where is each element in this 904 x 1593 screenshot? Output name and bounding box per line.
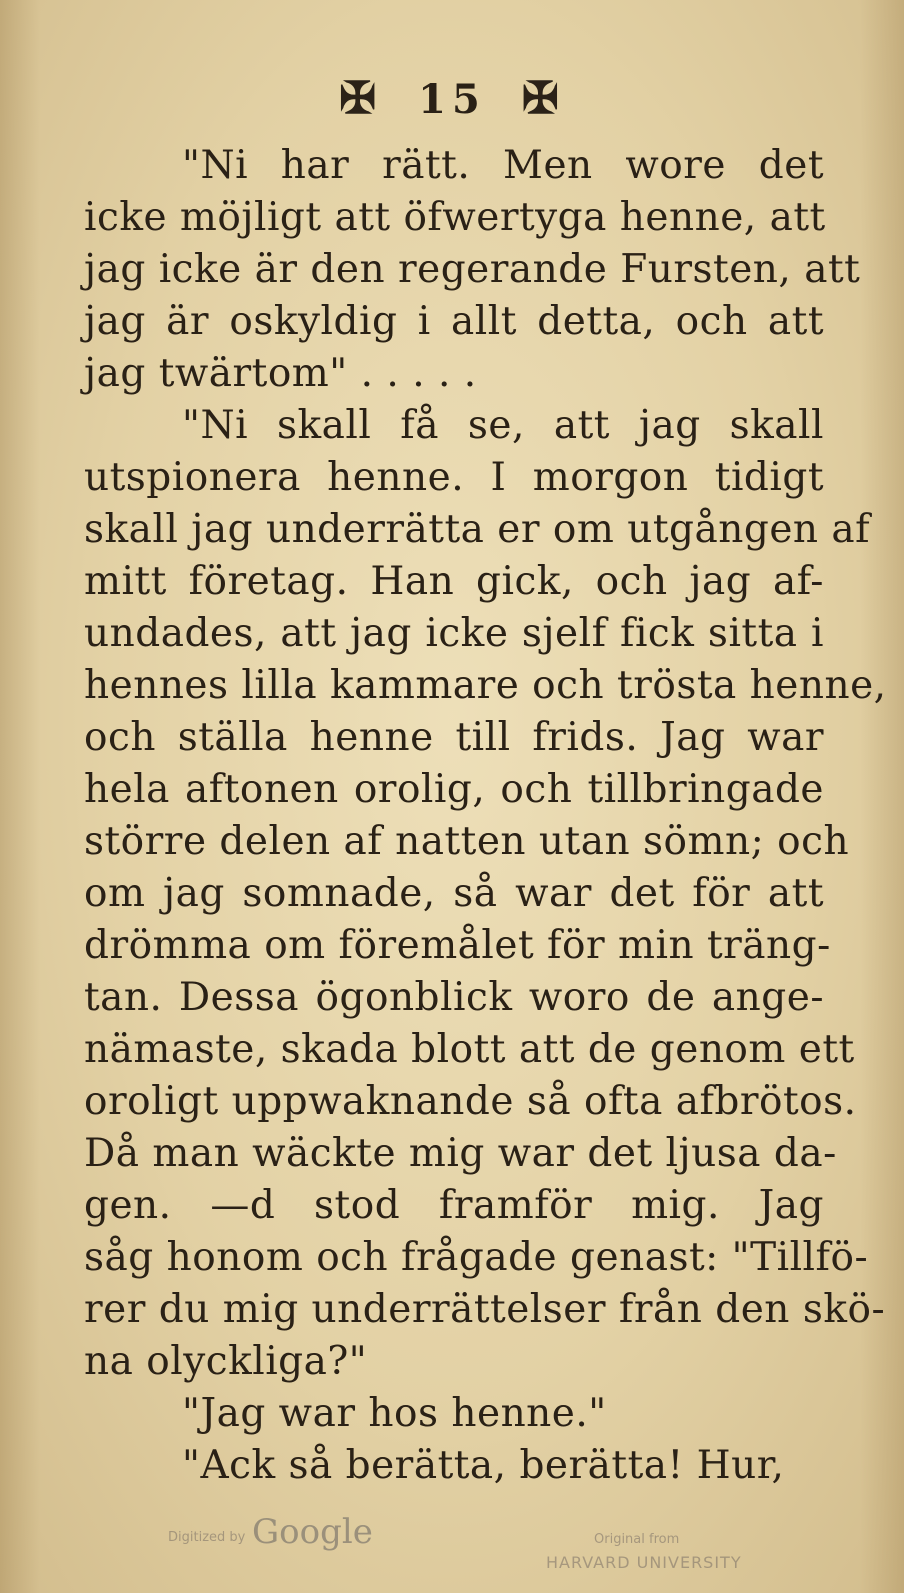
text-line: gen. —d stod framför mig. Jag — [84, 1183, 824, 1228]
text-line: drömma om föremålet för min träng- — [84, 923, 831, 968]
google-logo: Google — [252, 1512, 373, 1552]
text-line: "Ni skall få se, att jag skall — [182, 403, 824, 448]
text-line: jag icke är den regerande Fursten, att — [84, 247, 861, 292]
institution-label: HARVARD UNIVERSITY — [546, 1553, 742, 1572]
text-line: "Jag war hos henne." — [182, 1391, 607, 1436]
text-line: och ställa henne till frids. Jag war — [84, 715, 824, 760]
ornament-right-icon: ✠ — [521, 73, 565, 124]
text-line: "Ack så berätta, berätta! Hur, — [182, 1443, 785, 1488]
text-line: hennes lilla kammare och trösta henne, — [84, 663, 887, 708]
digitized-by-label: Digitized by — [168, 1530, 246, 1545]
page-number: 15 — [418, 76, 486, 123]
text-line: nämaste, skada blott att de genom ett — [84, 1027, 855, 1072]
text-line: såg honom och frågade genast: "Tillfö- — [84, 1235, 869, 1280]
text-line: skall jag underrätta er om utgången af — [84, 507, 871, 552]
text-line: undades, att jag icke sjelf fick sitta i — [84, 611, 824, 656]
text-line: hela aftonen orolig, och tillbringade — [84, 767, 824, 812]
text-line: om jag somnade, så war det för att — [84, 871, 824, 916]
text-line: oroligt uppwaknande så ofta afbrötos. — [84, 1079, 857, 1124]
text-line: icke möjligt att öfwertyga henne, att — [84, 195, 826, 240]
text-line: större delen af natten utan sömn; och — [84, 819, 850, 864]
text-line: na olyckliga?" — [84, 1339, 368, 1384]
original-from-label: Original from — [594, 1532, 680, 1547]
ornament-left-icon: ✠ — [339, 73, 383, 124]
text-line: jag är oskyldig i allt detta, och att — [84, 299, 824, 344]
page-header — [0, 60, 904, 137]
text-line: tan. Dessa ögonblick woro de ange- — [84, 975, 824, 1020]
text-line: Då man wäckte mig war det ljusa da- — [84, 1131, 837, 1176]
text-line: mitt företag. Han gick, och jag af- — [84, 559, 824, 604]
body-text — [84, 140, 887, 1492]
text-line: "Ni har rätt. Men wore det — [182, 143, 824, 188]
text-line: utspionera henne. I morgon tidigt — [84, 455, 824, 500]
text-line: jag twärtom" . . . . . — [84, 351, 477, 396]
text-line: rer du mig underrättelser från den skö- — [84, 1287, 886, 1332]
